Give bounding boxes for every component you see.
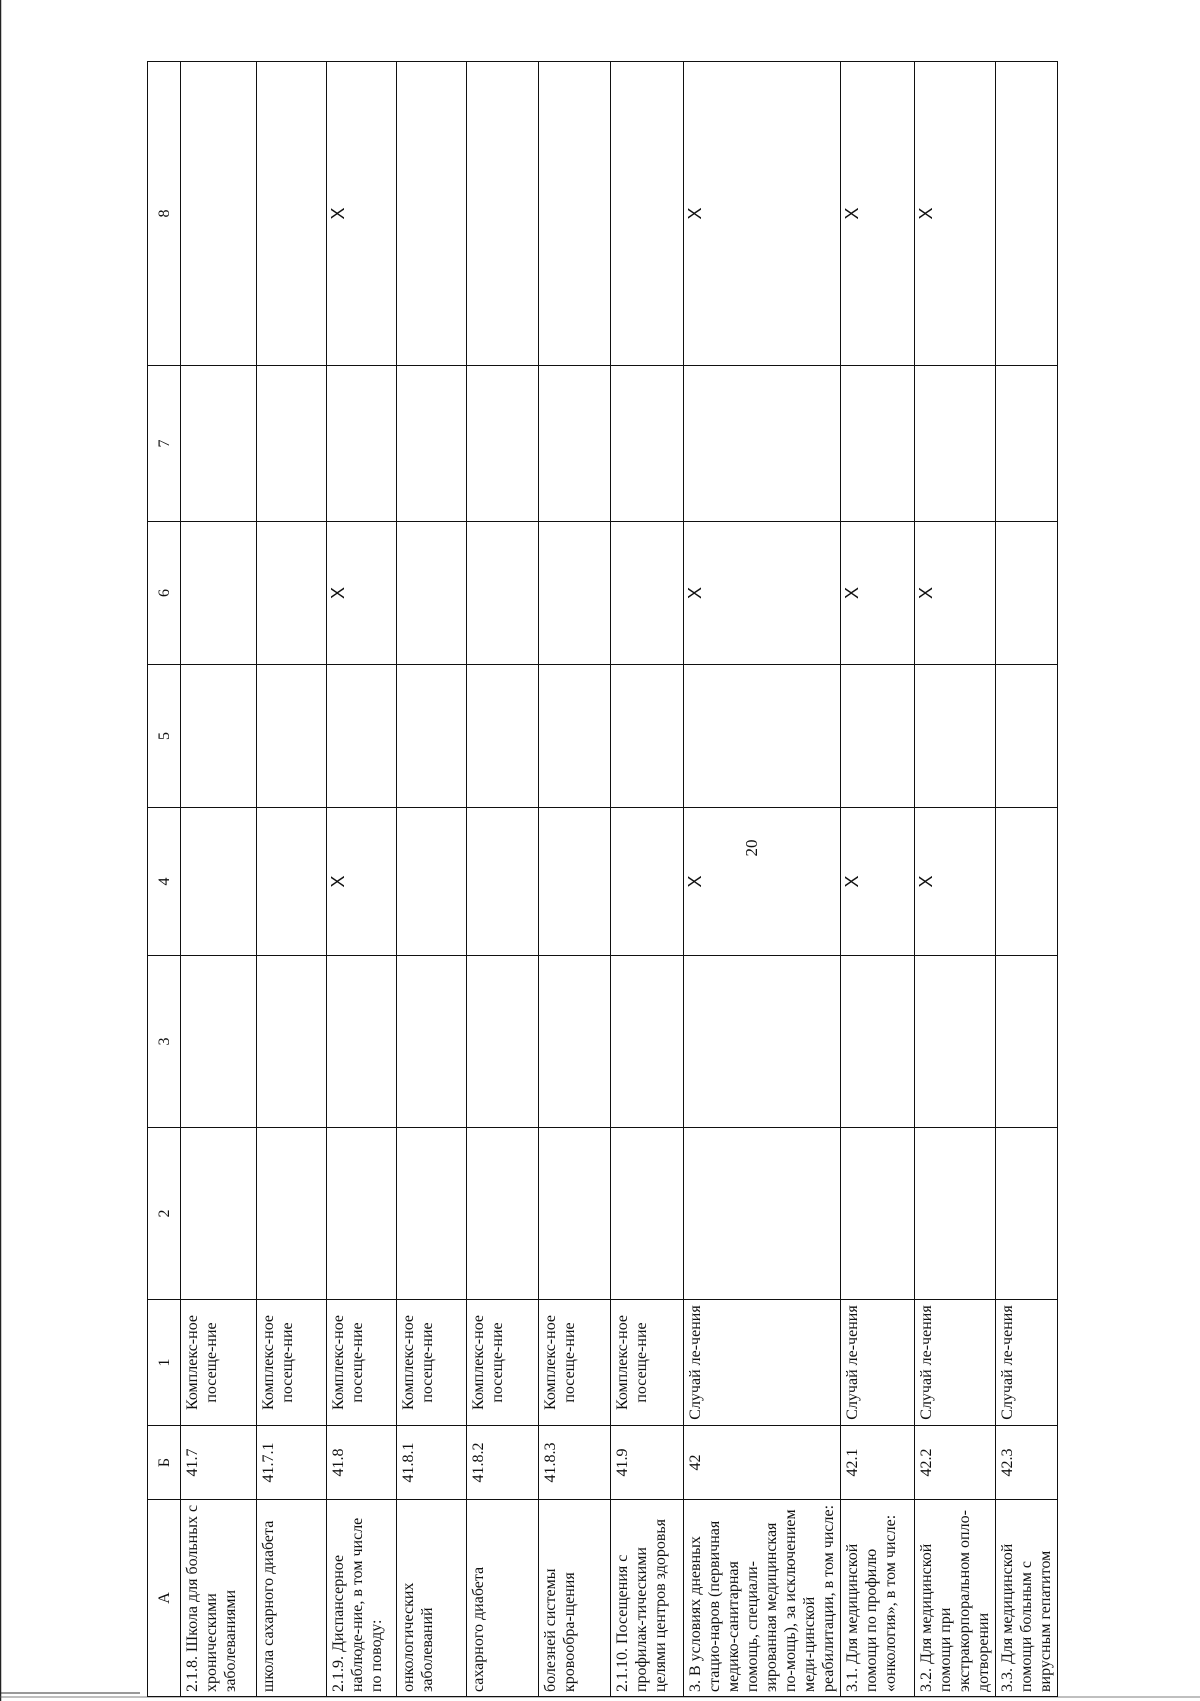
- col-7-cell: [684, 366, 841, 522]
- col-7-cell: [397, 366, 467, 522]
- col-5-cell: [841, 665, 915, 808]
- col-2-cell: [915, 1128, 996, 1300]
- name-cell: 3.2. Для медицинской помощи при экстракорпоральном оплo-дотворении: [915, 1500, 996, 1697]
- col-5-cell: [539, 665, 611, 808]
- col-3-cell: [467, 956, 539, 1128]
- unit-cell: Комплекс-ное посеще-ние: [467, 1300, 539, 1426]
- code-cell: 41.9: [611, 1426, 684, 1500]
- col-8-cell: X: [684, 62, 841, 366]
- col-4-cell: [257, 808, 327, 956]
- table-row: [397, 62, 467, 1697]
- col-3-cell: [611, 956, 684, 1128]
- code-cell: 41.7.1: [257, 1426, 327, 1500]
- header-cell-6: 6: [148, 522, 181, 665]
- col-3-cell: [327, 956, 397, 1128]
- table-row: [327, 62, 397, 1697]
- col-6-cell: [611, 522, 684, 665]
- col-4-cell: [397, 808, 467, 956]
- col-4-cell: [467, 808, 539, 956]
- table-row: [467, 62, 539, 1697]
- code-cell: 41.8.2: [467, 1426, 539, 1500]
- col-6-cell: X: [841, 522, 915, 665]
- header-cell-1: 1: [148, 1300, 181, 1426]
- name-cell: 3. В условиях дневных стацио-наров (первичная медико-санитарная помощь, специали-зированная медицинская по-мощь), за исключением меди-цинской реабилитации, в том числе:: [684, 1500, 841, 1697]
- col-8-cell: X: [327, 62, 397, 366]
- header-cell-b: Б: [148, 1426, 181, 1500]
- col-4-cell: X: [684, 808, 841, 956]
- code-cell: 41.8.1: [397, 1426, 467, 1500]
- col-8-cell: [539, 62, 611, 366]
- unit-cell: Случай ле-чения: [841, 1300, 915, 1426]
- col-4-cell: X: [841, 808, 915, 956]
- col-6-cell: [467, 522, 539, 665]
- col-8-cell: [257, 62, 327, 366]
- code-cell: 41.8: [327, 1426, 397, 1500]
- table-row: [996, 62, 1058, 1697]
- header-cell-8: 8: [148, 62, 181, 366]
- col-5-cell: [996, 665, 1058, 808]
- table-row: [915, 62, 996, 1697]
- col-2-cell: [611, 1128, 684, 1300]
- col-2-cell: [257, 1128, 327, 1300]
- col-8-cell: [467, 62, 539, 366]
- code-cell: 42: [684, 1426, 841, 1500]
- col-6-cell: X: [915, 522, 996, 665]
- col-5-cell: [915, 665, 996, 808]
- col-6-cell: [257, 522, 327, 665]
- name-cell: 3.1. Для медицинской помощи по профилю «онкология», в том числе:: [841, 1500, 915, 1697]
- col-5-cell: [611, 665, 684, 808]
- col-3-cell: [257, 956, 327, 1128]
- header-cell-4: 4: [148, 808, 181, 956]
- col-7-cell: [257, 366, 327, 522]
- col-2-cell: [327, 1128, 397, 1300]
- col-5-cell: [467, 665, 539, 808]
- col-4-cell: [611, 808, 684, 956]
- col-6-cell: [539, 522, 611, 665]
- col-6-cell: X: [327, 522, 397, 665]
- col-7-cell: [327, 366, 397, 522]
- col-6-cell: X: [684, 522, 841, 665]
- col-8-cell: [397, 62, 467, 366]
- table-row: [181, 62, 257, 1697]
- col-2-cell: [181, 1128, 257, 1300]
- header-cell-2: 2: [148, 1128, 181, 1300]
- header-cell-5: 5: [148, 665, 181, 808]
- col-4-cell: X: [915, 808, 996, 956]
- header-cell-3: 3: [148, 956, 181, 1128]
- code-cell: 42.3: [996, 1426, 1058, 1500]
- col-7-cell: [841, 366, 915, 522]
- name-cell: сахарного диабета: [467, 1500, 539, 1697]
- code-cell: 42.1: [841, 1426, 915, 1500]
- col-2-cell: [684, 1128, 841, 1300]
- header-row: [148, 62, 181, 1697]
- table-row: [257, 62, 327, 1697]
- col-5-cell: [327, 665, 397, 808]
- name-cell: 3.3. Для медицинской помощи больным с вирусным гепатитом: [996, 1500, 1058, 1697]
- col-2-cell: [397, 1128, 467, 1300]
- col-4-cell: [181, 808, 257, 956]
- code-cell: 41.8.3: [539, 1426, 611, 1500]
- unit-cell: Комплекс-ное посеще-ние: [257, 1300, 327, 1426]
- col-4-cell: X: [327, 808, 397, 956]
- name-cell: 2.1.10. Посещения с профилак-тическими целями центров здоровья: [611, 1500, 684, 1697]
- col-2-cell: [841, 1128, 915, 1300]
- col-3-cell: [539, 956, 611, 1128]
- name-cell: болезней системы кровообра-щения: [539, 1500, 611, 1697]
- table-row: [684, 62, 841, 1697]
- table-row: [539, 62, 611, 1697]
- col-6-cell: [996, 522, 1058, 665]
- col-7-cell: [467, 366, 539, 522]
- col-7-cell: [539, 366, 611, 522]
- unit-cell: Случай ле-чения: [684, 1300, 841, 1426]
- unit-cell: Комплекс-ное посеще-ние: [611, 1300, 684, 1426]
- col-8-cell: [611, 62, 684, 366]
- unit-cell: Комплекс-ное посеще-ние: [327, 1300, 397, 1426]
- col-6-cell: [181, 522, 257, 665]
- code-cell: 41.7: [181, 1426, 257, 1500]
- name-cell: онкологических заболеваний: [397, 1500, 467, 1697]
- col-8-cell: X: [915, 62, 996, 366]
- col-3-cell: [397, 956, 467, 1128]
- col-3-cell: [996, 956, 1058, 1128]
- code-cell: 42.2: [915, 1426, 996, 1500]
- col-7-cell: [611, 366, 684, 522]
- col-3-cell: [915, 956, 996, 1128]
- table-row: [841, 62, 915, 1697]
- rotated-table-container: [147, 62, 1054, 1697]
- col-4-cell: [996, 808, 1058, 956]
- col-5-cell: [397, 665, 467, 808]
- col-8-cell: X: [841, 62, 915, 366]
- col-2-cell: [539, 1128, 611, 1300]
- unit-cell: Случай ле-чения: [915, 1300, 996, 1426]
- col-5-cell: [181, 665, 257, 808]
- page-number: 20: [742, 839, 761, 857]
- name-cell: 2.1.9. Диспансерное наблюде-ние, в том числе по поводу:: [327, 1500, 397, 1697]
- header-cell-a: А: [148, 1500, 181, 1697]
- name-cell: школа сахарного диабета: [257, 1500, 327, 1697]
- name-cell: 2.1.8. Школа для больных с хроническими заболеваниями: [181, 1500, 257, 1697]
- col-2-cell: [467, 1128, 539, 1300]
- col-4-cell: [539, 808, 611, 956]
- col-2-cell: [996, 1128, 1058, 1300]
- unit-cell: Комплекс-ное посеще-ние: [181, 1300, 257, 1426]
- col-5-cell: [684, 665, 841, 808]
- col-8-cell: [996, 62, 1058, 366]
- header-cell-7: 7: [148, 366, 181, 522]
- col-5-cell: [257, 665, 327, 808]
- col-7-cell: [996, 366, 1058, 522]
- data-table: [147, 61, 1058, 1697]
- col-3-cell: [181, 956, 257, 1128]
- col-3-cell: [684, 956, 841, 1128]
- unit-cell: Комплекс-ное посеще-ние: [397, 1300, 467, 1426]
- col-7-cell: [181, 366, 257, 522]
- unit-cell: Комплекс-ное посеще-ние: [539, 1300, 611, 1426]
- unit-cell: Случай ле-чения: [996, 1300, 1058, 1426]
- col-3-cell: [841, 956, 915, 1128]
- col-7-cell: [915, 366, 996, 522]
- col-8-cell: [181, 62, 257, 366]
- table-row: [611, 62, 684, 1697]
- col-6-cell: [397, 522, 467, 665]
